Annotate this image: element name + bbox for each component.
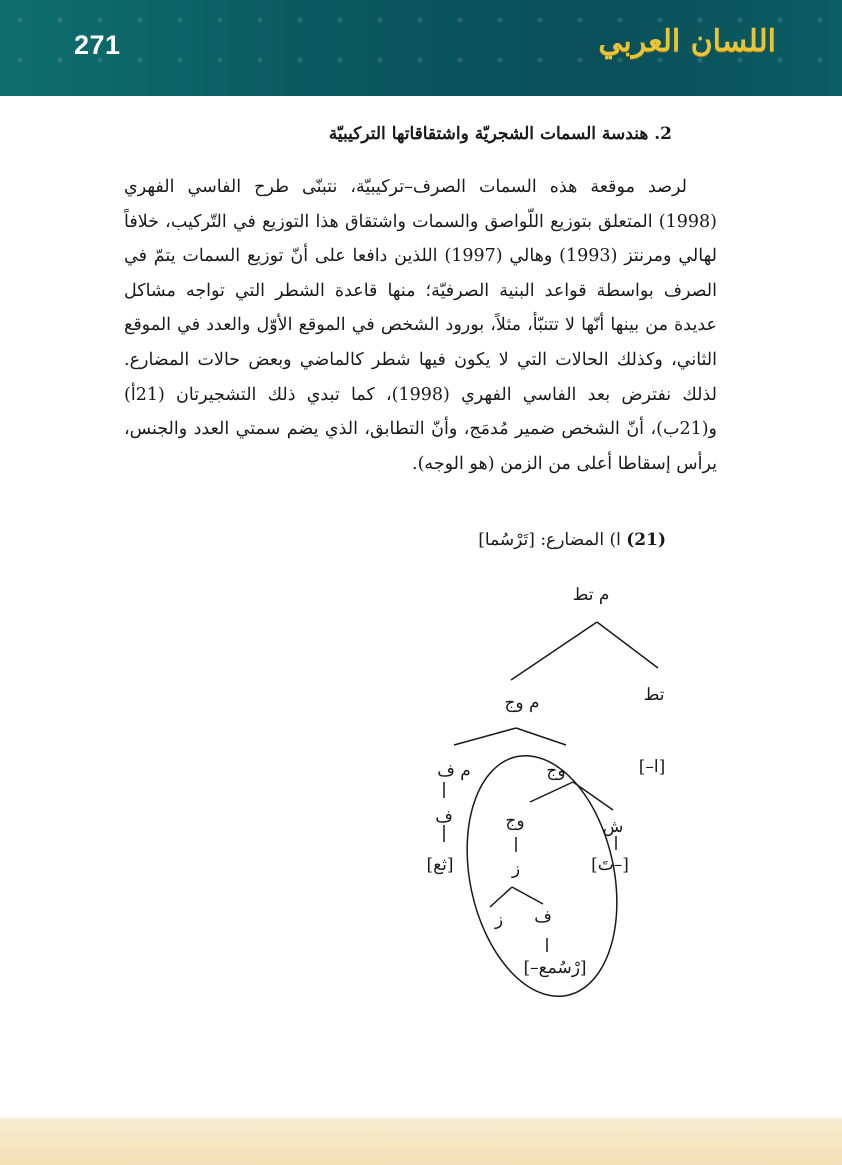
tree-edge — [454, 728, 516, 745]
tree-node-root: م تط — [572, 585, 610, 605]
page-number: 271 — [74, 30, 121, 60]
tree-edge — [530, 782, 573, 802]
tree-node-z2: ز — [494, 910, 504, 930]
tree-node-minus-a: [–ا] — [638, 757, 666, 777]
tree-node-z: ز — [511, 859, 521, 879]
syntax-tree — [0, 570, 842, 1010]
example-label — [478, 530, 666, 550]
tree-edge — [490, 887, 512, 907]
tree-edge — [512, 887, 543, 904]
tree-node-wj-top: وج — [546, 761, 566, 781]
body-paragraph — [124, 170, 717, 481]
tree-edge — [511, 622, 597, 680]
example-number: (21) — [626, 530, 666, 550]
tree-node-ta: [تَ–] — [591, 855, 629, 875]
page-footer — [0, 1118, 842, 1165]
tree-node-sh: ش — [602, 817, 624, 837]
example-caption: ا) المضارع: [تَرْسُما] — [478, 530, 621, 550]
journal-logo: اللسان العربي — [598, 24, 776, 59]
tree-node-m-wj: م وج — [504, 693, 540, 713]
tree-node-th: [ثع] — [426, 855, 454, 875]
section-title: 2. هندسة السمات الشجريّة واشتقاقاتها التركيبيّة — [328, 124, 672, 144]
tree-node-m-f: م ف — [437, 761, 471, 781]
page-header — [0, 0, 842, 96]
tree-node-f2: ف — [534, 907, 552, 927]
tree-edge — [516, 728, 566, 745]
tree-edge — [597, 622, 658, 668]
tree-node-t: تط — [643, 685, 665, 705]
syntax-tree-svg — [0, 570, 842, 1010]
tree-node-rsm: [–رْسُمع] — [523, 958, 587, 978]
tree-node-wj: وج — [505, 811, 525, 831]
tree-node-f: ف — [435, 807, 453, 827]
paragraph-text: لرصد موقعة هذه السمات الصرف–تركيبيّة، نتبنّى طرح الفاسي الفهري (1998) المتعلق بتوزيع اللّواصق والسمات واشتقاق هذا التوزيع في التّركيب، خلافاً لهالي ومرنتز (1993) وهالي (1997) اللذين دافعا على أنّ توزيع السمات يتمّ في الصرف بواسطة قواعد البنية الصرفيّة؛ منها قاعدة الشطر التي تواجه مشاكل عديدة من بينها أنّها لا تتنبّأ، مثلاً، بورود الشخص في الموقع الأوّل والعدد في الموقع الثاني، وكذلك الحالات التي لا يكون فيها شطر كالماضي وبعض حالات المضارع. لذلك نفترض بعد الفاسي الفهري (1998)، كما تبدي ذلك التشجيرتان (21أ) و(21ب)، أنّ الشخص ضمير مُدمَج، وأنّ التطابق، الذي يضم سمتي العدد والجنس، يرأس إسقاطا أعلى من الزمن (هو الوجه). — [124, 177, 717, 474]
